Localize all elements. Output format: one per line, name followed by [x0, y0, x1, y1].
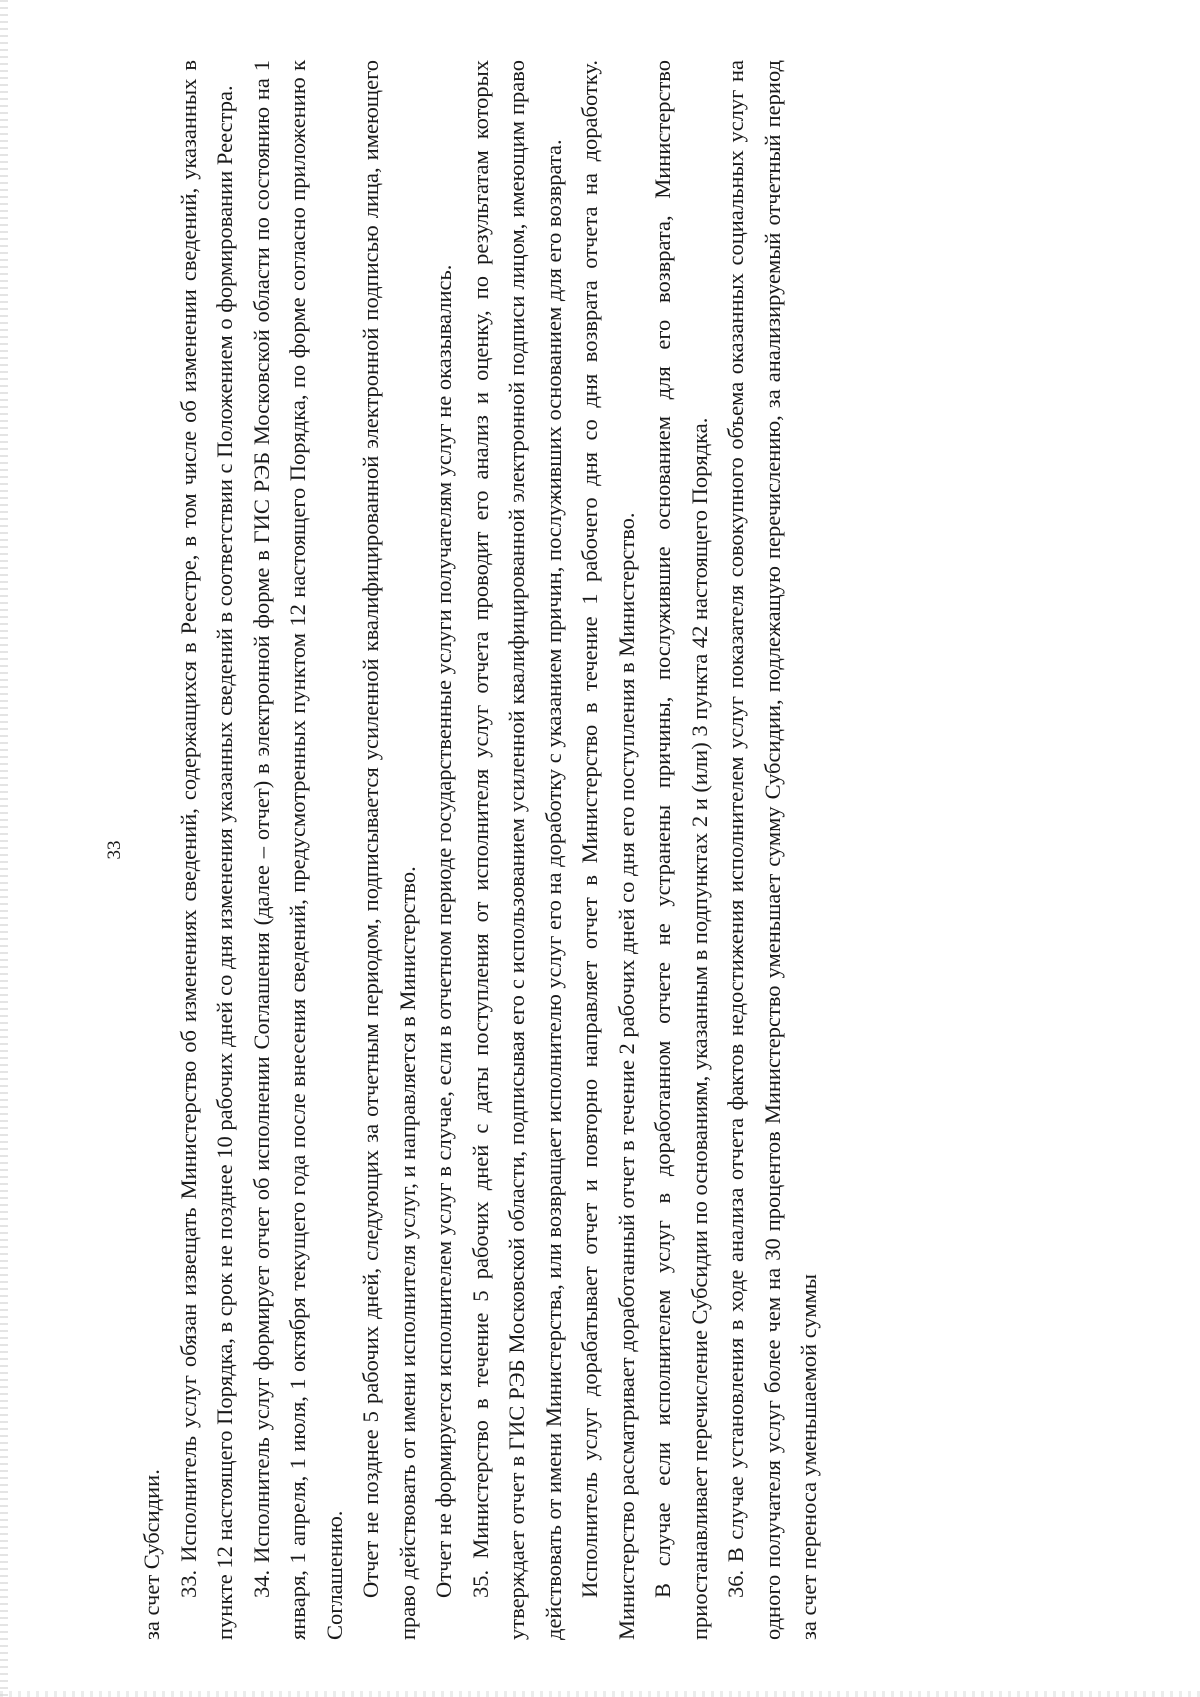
paragraph-item-36: 36. В случае установления в ходе анализа отчета фактов недостижения исполнителем услуг показателя совокупного объема оказанных социальных услуг на одного получателя услуг более чем на 30 процентов Министерство уменьшает сумму Субсидии, подлежащую перечислению, за анализируемый отчетный период за счет переноса уменьшаемой суммы: [723, 60, 821, 1640]
document-body: [134, 60, 828, 1640]
scan-edge-artifact: [0, 0, 8, 1697]
paragraph-item-35: 35. Министерство в течение 5 рабочих дней с даты поступления от исполнителя услуг отчета проводит его анализ и оценку, по результатам которых утверждает отчет в ГИС РЭБ Московской области, подписывая его с использованием усиленной квалифицированной электронной подписи лицом, имеющим право действовать от имени Министерства, или возвращает исполнителю услуг его на доработку с указанием причин, послуживших основанием для его возврата.: [467, 60, 566, 1640]
paragraph-suspension: В случае если исполнителем услуг в доработанном отчете не устранены причины, послужившие основанием для его возврата, Министерство приостанавливает перечисление Субсидии по основаниям, указанным в подпунктах 2 и (или) 3 пункта 42 настоящего Порядка.: [650, 60, 712, 1640]
paragraph-continuation: за счет Субсидии.: [139, 1469, 164, 1640]
paragraph-report-not-formed: Отчет не формируется исполнителем услуг в случае, если в отчетном периоде государственные услуги получателям услуг не оказывались.: [431, 264, 456, 1598]
paragraph-item-33: 33. Исполнитель услуг обязан извещать Министерство об изменениях сведений, содержащихся в Реестре, в том числе об изменении сведений, указанных в пункте 12 настоящего Порядка, в срок не позднее 10 рабочих дней со дня изменения указанных сведений в соответствии с Положением о формировании Реестра.: [175, 60, 237, 1640]
document-page: [100, 60, 980, 1640]
paragraph-rework: Исполнитель услуг дорабатывает отчет и повторно направляет отчет в Министерство в течение 1 рабочего дня со дня возврата отчета на доработку. Министерство рассматривает доработанный отчет в течение 2 рабочих дней со дня его поступления в Министерство.: [577, 60, 639, 1640]
paragraph-item-34: 34. Исполнитель услуг формирует отчет об исполнении Соглашения (далее – отчет) в электронной форме в ГИС РЭБ Московской области по состоянию на 1 января, 1 апреля, 1 июля, 1 октября текущего года после внесения сведений, предусмотренных пунктом 12 настоящего Порядка, по форме согласно приложению к Соглашению.: [248, 60, 347, 1640]
page-number: 33: [104, 840, 125, 860]
scan-bottom-artifact: [0, 1691, 1200, 1697]
paragraph-report-deadline: Отчет не позднее 5 рабочих дней, следующих за отчетным периодом, подписывается усиленной квалифицированной электронной подписью лица, имеющего право действовать от имени исполнителя услуг, и направляется в Министерство.: [358, 60, 420, 1640]
